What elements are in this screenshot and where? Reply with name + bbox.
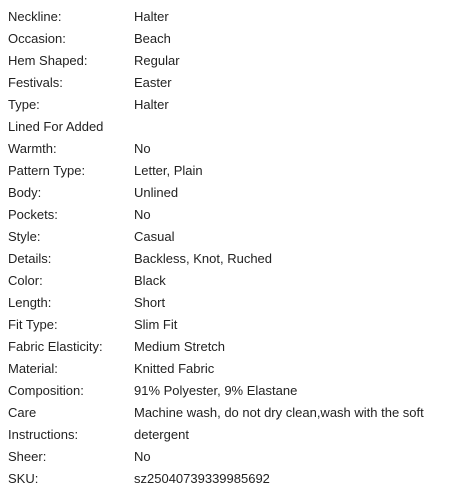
spec-row-style (8, 226, 452, 248)
spec-value: sz25040739339985692 (134, 471, 270, 486)
spec-label: Festivals: (8, 75, 63, 90)
spec-label: Instructions: (8, 427, 79, 442)
spec-value: Regular (134, 53, 180, 68)
spec-row-material (8, 358, 452, 380)
spec-value: No (134, 207, 151, 222)
spec-label: Pockets: (8, 207, 58, 222)
spec-label: Material: (8, 361, 58, 376)
spec-value: Casual (134, 229, 175, 244)
spec-label: Length: (8, 295, 52, 310)
spec-label: Details: (8, 251, 52, 266)
spec-value: Easter (134, 75, 172, 90)
spec-row-details (8, 248, 452, 270)
spec-row-instructions (8, 424, 452, 446)
spec-value: Beach (134, 31, 171, 46)
spec-row-pattern-type (8, 160, 452, 182)
spec-row-fabric-elasticity (8, 336, 452, 358)
spec-value: detergent (134, 427, 189, 442)
spec-value: 91% Polyester, 9% Elastane (134, 383, 298, 398)
spec-value: Medium Stretch (134, 339, 226, 354)
spec-label: Composition: (8, 383, 84, 398)
spec-label: Warmth: (8, 141, 57, 156)
spec-row-neckline (8, 6, 452, 28)
spec-row-lined-for-added (8, 116, 452, 138)
spec-row-occasion (8, 28, 452, 50)
spec-label: SKU: (8, 471, 39, 486)
spec-value: No (134, 141, 151, 156)
spec-label: Pattern Type: (8, 163, 86, 178)
spec-row-hem-shaped (8, 50, 452, 72)
spec-row-type (8, 94, 452, 116)
spec-label: Fit Type: (8, 317, 58, 332)
spec-value: Short (134, 295, 166, 310)
spec-label: Style: (8, 229, 41, 244)
spec-value: Letter, Plain (134, 163, 203, 178)
spec-row-care (8, 402, 452, 424)
spec-value: Machine wash, do not dry clean,wash with the soft (134, 405, 424, 420)
spec-label: Type: (8, 97, 40, 112)
spec-value: No (134, 449, 151, 464)
spec-row-sheer (8, 446, 452, 468)
spec-label: Occasion: (8, 31, 66, 46)
spec-row-pockets (8, 204, 452, 226)
spec-row-warmth (8, 138, 452, 160)
spec-label: Sheer: (8, 449, 47, 464)
spec-label: Neckline: (8, 9, 62, 24)
spec-value: Backless, Knot, Ruched (134, 251, 273, 266)
spec-label: Lined For Added (8, 119, 104, 134)
spec-label: Body: (8, 185, 42, 200)
spec-value: Knitted Fabric (134, 361, 215, 376)
product-spec-table (8, 6, 452, 490)
spec-value: Unlined (134, 185, 179, 200)
spec-label: Hem Shaped: (8, 53, 88, 68)
spec-label: Care (8, 405, 37, 420)
spec-label: Fabric Elasticity: (8, 339, 103, 354)
spec-row-festivals (8, 72, 452, 94)
spec-row-body (8, 182, 452, 204)
spec-value: Slim Fit (134, 317, 178, 332)
spec-value: Halter (134, 97, 169, 112)
spec-row-length (8, 292, 452, 314)
spec-row-fit-type (8, 314, 452, 336)
spec-row-sku (8, 468, 452, 490)
spec-row-composition (8, 380, 452, 402)
spec-label: Color: (8, 273, 43, 288)
spec-value: Black (134, 273, 166, 288)
spec-value: Halter (134, 9, 169, 24)
spec-row-color (8, 270, 452, 292)
